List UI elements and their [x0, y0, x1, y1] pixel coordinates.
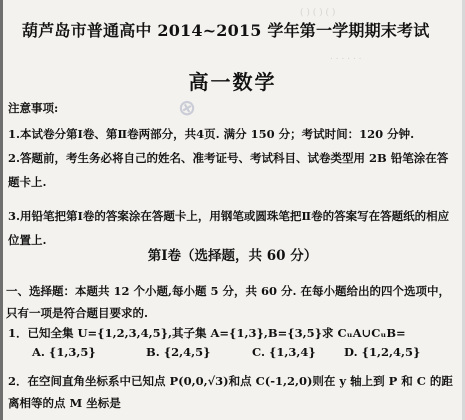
section-title: 第Ⅰ卷（选择题，共 60 分）: [147, 248, 318, 264]
notice-item-3: 3.用铅笔把第Ⅰ卷的答案涂在答题卡上，用钢笔或圆珠笔把Ⅱ卷的答案写在答题纸的相应位置上.: [8, 209, 450, 247]
subject-title: 高一数学: [188, 70, 277, 94]
question-2: 2．在空间直角坐标系中已知点 P(0,0,√3)和点 C(-1,2,0)则在 y 轴上到 P 和 C 的距离相等的点 M 坐标是: [8, 374, 453, 410]
exam-title: 葫芦岛市普通高中 2014~2015 学年第一学期期末考试: [22, 21, 430, 40]
question-1: 1．已知全集 U={1,2,3,4,5},其子集 A={1,3},B={3,5}求 CᵤA∪CᵤB=: [8, 326, 406, 340]
notice-item-1: 1.本试卷分第Ⅰ卷、第Ⅱ卷两部分，共4页. 满分 150 分；考试时间：120 分钟.: [8, 127, 415, 141]
option-a: A. {1,3,5}: [32, 345, 96, 359]
option-b: B. {2,4,5}: [146, 345, 211, 359]
faint-watermark-stamp: ⊕: [172, 93, 202, 124]
bleed-through-text: . . . . . .: [330, 52, 362, 62]
option-c: C. {1,3,4}: [252, 345, 316, 359]
scan-edge-left: [0, 0, 3, 420]
notice-heading: 注意事项:: [8, 101, 59, 115]
section-instructions: 一、选择题：本题共 12 个小题,每小题 5 分，共 60 分. 在每小题给出的四个选项中，只有一项是符合题目要求的.: [6, 284, 451, 320]
bleed-through-text: ( ) ( ) ( ): [300, 8, 336, 18]
notice-item-2: 2.答题前，考生务必将自己的姓名、准考证号、考试科目、试卷类型用 2B 铅笔涂在答题卡上.: [8, 151, 449, 189]
option-d: D. {1,2,4,5}: [344, 345, 421, 359]
